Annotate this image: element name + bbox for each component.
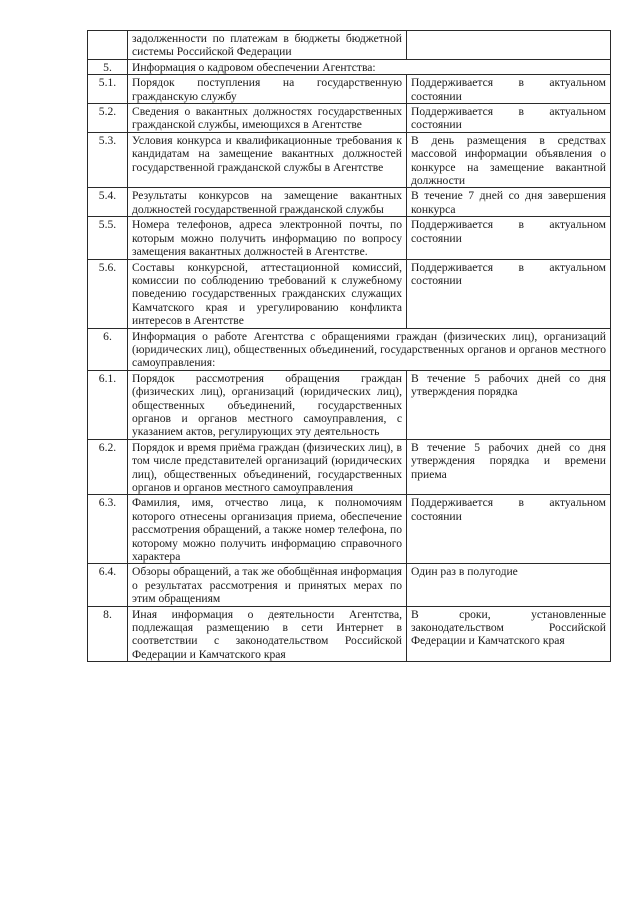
- row-number: 6.2.: [88, 439, 128, 495]
- item-deadline: В сроки, установленные законодательством Российской Федерации и Камчатского края: [407, 606, 611, 662]
- item-deadline: Поддерживается в актуальном состоянии: [407, 104, 611, 133]
- item-deadline: Поддерживается в актуальном состоянии: [407, 259, 611, 328]
- table-row: [88, 217, 611, 259]
- table-row: [88, 132, 611, 188]
- row-number: 5.1.: [88, 75, 128, 104]
- row-number: 6.1.: [88, 370, 128, 439]
- item-deadline: Один раз в полугодие: [407, 564, 611, 606]
- item-description: Составы конкурсной, аттестационной комиссий, комиссии по соблюдению требований к служебному поведению государственных гражданских служащих Камчатского края и урегулированию конфликта интересов в Агентстве: [128, 259, 407, 328]
- table-row: [88, 104, 611, 133]
- row-number: 5.5.: [88, 217, 128, 259]
- item-deadline: В течение 5 рабочих дней со дня утверждения порядка: [407, 370, 611, 439]
- item-description: задолженности по платежам в бюджеты бюджетной системы Российской Федерации: [128, 31, 407, 60]
- table-row: [88, 370, 611, 439]
- row-number: 5.2.: [88, 104, 128, 133]
- row-number: 5.: [88, 59, 128, 74]
- item-deadline: Поддерживается в актуальном состоянии: [407, 495, 611, 564]
- item-deadline: Поддерживается в актуальном состоянии: [407, 75, 611, 104]
- item-description: Обзоры обращений, а так же обобщённая информация о результатах рассмотрения и принятых мерах по этим обращениям: [128, 564, 407, 606]
- item-deadline: В день размещения в средствах массовой информации объявления о конкурсе на замещение вакантной должности: [407, 132, 611, 188]
- item-description: Порядок рассмотрения обращения граждан (физических лиц), организаций (юридических лиц), общественных объединений, государственных органов и органов местного самоуправления, с указанием актов, регулирующих эту деятельность: [128, 370, 407, 439]
- item-description: Иная информация о деятельности Агентства, подлежащая размещению в сети Интернет в соответствии с законодательством Российской Федерации и Камчатского края: [128, 606, 407, 662]
- table-row: [88, 59, 611, 74]
- row-number: [88, 31, 128, 60]
- table-row: [88, 564, 611, 606]
- table-row: [88, 188, 611, 217]
- item-description: Порядок и время приёма граждан (физических лиц), в том числе представителей организаций (юридических лиц), общественных объединений, государственных органов и органов местного самоуправления: [128, 439, 407, 495]
- table-row: [88, 606, 611, 662]
- information-table: [87, 30, 611, 662]
- item-description: Результаты конкурсов на замещение вакантных должностей государственной гражданской службы: [128, 188, 407, 217]
- item-description: Порядок поступления на государственную гражданскую службу: [128, 75, 407, 104]
- item-deadline: Поддерживается в актуальном состоянии: [407, 217, 611, 259]
- item-deadline: В течение 7 дней со дня завершения конкурса: [407, 188, 611, 217]
- row-number: 5.3.: [88, 132, 128, 188]
- table-row: [88, 259, 611, 328]
- row-number: 6.4.: [88, 564, 128, 606]
- item-description: Фамилия, имя, отчество лица, к полномочиям которого отнесены организация приема, обеспечение рассмотрения обращений, а также номер телефона, по которому можно получить информацию справочного характера: [128, 495, 407, 564]
- item-deadline: [407, 31, 611, 60]
- item-description: Сведения о вакантных должностях государственных гражданской службы, имеющихся в Агентстве: [128, 104, 407, 133]
- row-number: 6.3.: [88, 495, 128, 564]
- row-number: 8.: [88, 606, 128, 662]
- row-number: 5.6.: [88, 259, 128, 328]
- item-description: Условия конкурса и квалификационные требования к кандидатам на замещение вакантных должностей государственной гражданской службы в Агентстве: [128, 132, 407, 188]
- item-deadline: В течение 5 рабочих дней со дня утверждения порядка и времени приема: [407, 439, 611, 495]
- item-description: Номера телефонов, адреса электронной почты, по которым можно получить информацию по вопросу замещения вакантных должностей в Агентстве.: [128, 217, 407, 259]
- table-row: [88, 439, 611, 495]
- table-row: [88, 31, 611, 60]
- row-number: 6.: [88, 328, 128, 370]
- table-body: [88, 31, 611, 662]
- table-row: [88, 495, 611, 564]
- table-row: [88, 328, 611, 370]
- table-row: [88, 75, 611, 104]
- section-heading: Информация о работе Агентства с обращениями граждан (физических лиц), организаций (юридических лиц), общественных объединений, государственных органов и органов местного самоуправления:: [128, 328, 611, 370]
- section-heading: Информация о кадровом обеспечении Агентства:: [128, 59, 611, 74]
- row-number: 5.4.: [88, 188, 128, 217]
